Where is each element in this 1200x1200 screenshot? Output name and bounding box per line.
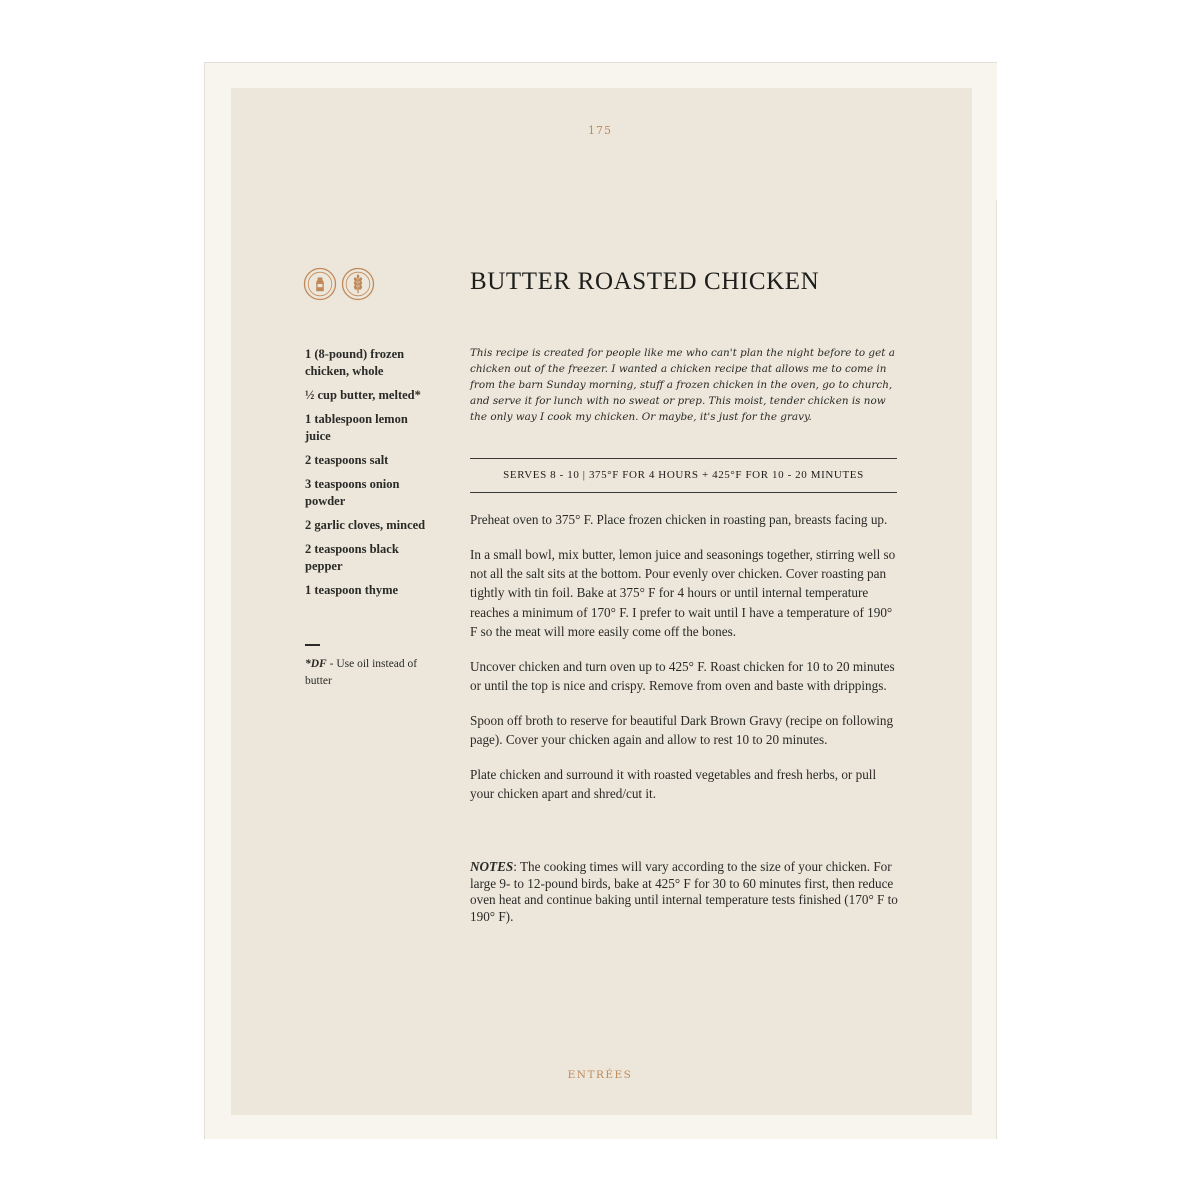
- instruction-step: Spoon off broth to reserve for beautiful Dark Brown Gravy (recipe on following page). Cover your chicken again and allow to rest 10 to 20 minutes.: [470, 712, 894, 748]
- diet-badges: [303, 267, 375, 301]
- page-edge-shadow: [996, 200, 997, 1139]
- section-footer: ENTRÉES: [567, 1069, 633, 1081]
- ingredient-item: 1 tablespoon lemon juice: [305, 412, 408, 443]
- serves-top-rule: [470, 458, 897, 459]
- instruction-step: Preheat oven to 375° F. Place frozen chicken in roasting pan, breasts facing up.: [470, 512, 888, 527]
- instructions: [470, 510, 900, 819]
- dairy-free-note-label: *DF: [305, 658, 327, 670]
- instruction-step: Uncover chicken and turn oven up to 425° F. Roast chicken for 10 to 20 minutes or until the top is nice and crispy. Remove from oven and baste with drippings.: [470, 658, 895, 694]
- instruction-step: In a small bowl, mix butter, lemon juice and seasonings together, stirring well so not all the salt sits at the bottom. Pour evenly over chicken. Cover roasting pan tightly with tin foil. Bake at 375° F for 4 hours or until internal temperature reaches a minimum of 170° F. I prefer to wait until I have a temperature of 190° F so the meat will more easily come off the bones.: [470, 546, 896, 639]
- ingredient-item: 1 (8-pound) frozen chicken, whole: [305, 347, 405, 378]
- page-number: 175: [588, 124, 612, 137]
- serves-info: SERVES 8 - 10 | 375°F FOR 4 HOURS + 425°F FOR 10 - 20 MINUTES: [503, 469, 864, 481]
- ingredient-item: ½ cup butter, melted*: [305, 388, 421, 402]
- serves-bottom-rule: [470, 492, 897, 493]
- notes-text: : The cooking times will vary according to the size of your chicken. For large 9- to 12-pound birds, bake at 425° F for 30 to 60 minutes first, then reduce oven heat and continue baking until internal temperature tests finished (170° F to 190° F).: [470, 859, 898, 924]
- ingredient-item: 2 teaspoons black pepper: [305, 542, 399, 573]
- dairy-free-note-text: - Use oil instead of butter: [305, 658, 418, 687]
- recipe-notes: [470, 859, 900, 925]
- recipe-intro: This recipe is created for people like me who can't plan the night before to get a chicken out of the freezer. I wanted a chicken recipe that allows me to come in from the barn Sunday morning, stuff a frozen chicken in the oven, go to church, and serve it for lunch with no sweat or prep. This moist, tender chicken is now the only way I cook my chicken. Or maybe, it's just for the gravy.: [470, 347, 895, 423]
- instruction-step: Plate chicken and surround it with roasted vegetables and fresh herbs, or pull your chicken apart and shred/cut it.: [470, 766, 877, 802]
- ingredients-divider: [305, 644, 320, 646]
- ingredients-list: [305, 346, 433, 606]
- ingredient-item: 1 teaspoon thyme: [305, 583, 399, 597]
- gluten-free-icon: [341, 267, 375, 301]
- ingredient-item: 2 teaspoons salt: [305, 453, 389, 467]
- ingredient-item: 3 teaspoons onion powder: [305, 477, 400, 508]
- dairy-free-note: [305, 656, 440, 690]
- dairy-free-icon: [303, 267, 337, 301]
- ingredient-item: 2 garlic cloves, minced: [305, 518, 426, 532]
- recipe-title: BUTTER ROASTED CHICKEN: [470, 268, 820, 295]
- notes-label: NOTES: [470, 859, 514, 874]
